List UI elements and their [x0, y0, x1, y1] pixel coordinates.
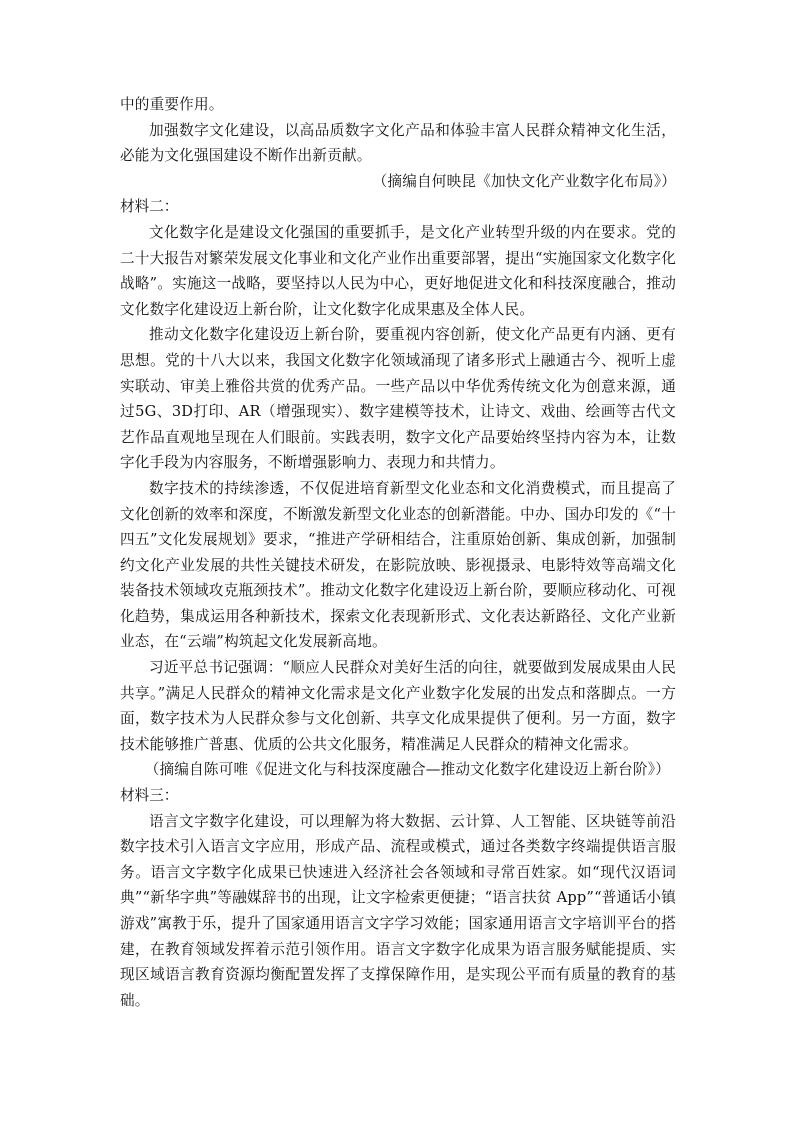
material2-heading: 材料二：	[120, 198, 179, 216]
material2-paragraph-4: 习近平总书记强调：“顺应人民群众对美好生活的向往，就要做到发展成果由人民共享。”满足人民群众的精神文化需求是文化产业数字化发展的出发点和落脚点。一方面，数字技术为人民群众参与文化创新、共享文化成果提供了便利。另一方面，数字技术能够推广普惠、优质的公共文化服务，精准满足人民群众的精神文化需求。	[120, 659, 676, 753]
material2-paragraph-2: 推动文化数字化建设迈上新台阶，要重视内容创新，使文化产品更有内涵、更有思想。党的十八大以来，我国文化数字化领域涌现了诸多形式上融通古今、视听上虚实联动、审美上雅俗共赏的优秀产品。一些产品以中华优秀传统文化为创意来源，通过5G、3D打印、AR（增强现实）、数字建模等技术，让诗文、戏曲、绘画等古代文艺作品直观地呈现在人们眼前。实践表明，数字文化产品要始终坚持内容为本，让数字化手段为内容服务，不断增强影响力、表现力和共情力。	[120, 326, 676, 472]
material3-heading: 材料三：	[120, 787, 179, 805]
material1-paragraph-end: 中的重要作用。	[120, 96, 224, 113]
material1-paragraph: 加强数字文化建设，以高品质数字文化产品和体验丰富人民群众精神文化生活，必能为文化强国建设不断作出新贡献。	[120, 121, 676, 165]
material2-source: （摘编自陈可唯《促进文化与科技深度融合—推动文化数字化建设迈上新台阶》）	[144, 761, 670, 779]
document-page	[120, 92, 676, 1013]
material1-source: （摘编自何映昆《加快文化产业数字化布局》）	[372, 172, 676, 190]
material3-paragraph-1: 语言文字数字化建设，可以理解为将大数据、云计算、人工智能、区块链等前沿数字技术引入语言文字应用，形成产品、流程或模式，通过各类数字终端提供语言服务。语言文字数字化成果已快速进入经济社会各领域和寻常百姓家。如“现代汉语词典”“新华字典”等融媒辞书的出现，让文字检索更便捷；“语言扶贫 App”“普通话小镇游戏”寓教于乐，提升了国家通用语言文字学习效能；国家通用语言文字培训平台的搭建，在教育领域发挥着示范引领作用。语言文字数字化成果为语言服务赋能提质、实现区域语言教育资源均衡配置发挥了支撑保障作用，是实现公平而有质量的教育的基础。	[120, 812, 676, 1009]
material2-paragraph-1: 文化数字化是建设文化强国的重要抓手，是文化产业转型升级的内在要求。党的二十大报告对繁荣发展文化事业和文化产业作出重要部署，提出“实施国家文化数字化战略”。实施这一战略，要坚持以人民为中心，更好地促进文化和科技深度融合，推动文化数字化建设迈上新台阶，让文化数字化成果惠及全体人民。	[120, 223, 676, 318]
material2-paragraph-3: 数字技术的持续渗透，不仅促进培育新型文化业态和文化消费模式，而且提高了文化创新的效率和深度，不断激发新型文化业态的创新潜能。中办、国办印发的《“十四五”文化发展规划》要求，“推进产学研相结合，注重原始创新、集成创新，加强制约文化产业发展的共性关键技术研发，在影院放映、影视摄录、电影特效等高端文化装备技术领域攻克瓶颈技术”。推动文化数字化建设迈上新台阶，要顺应移动化、可视化趋势，集成运用各种新技术，探索文化表现新形式、文化表达新路径、文化产业新业态，在“云端”构筑起文化发展新高地。	[120, 479, 676, 651]
